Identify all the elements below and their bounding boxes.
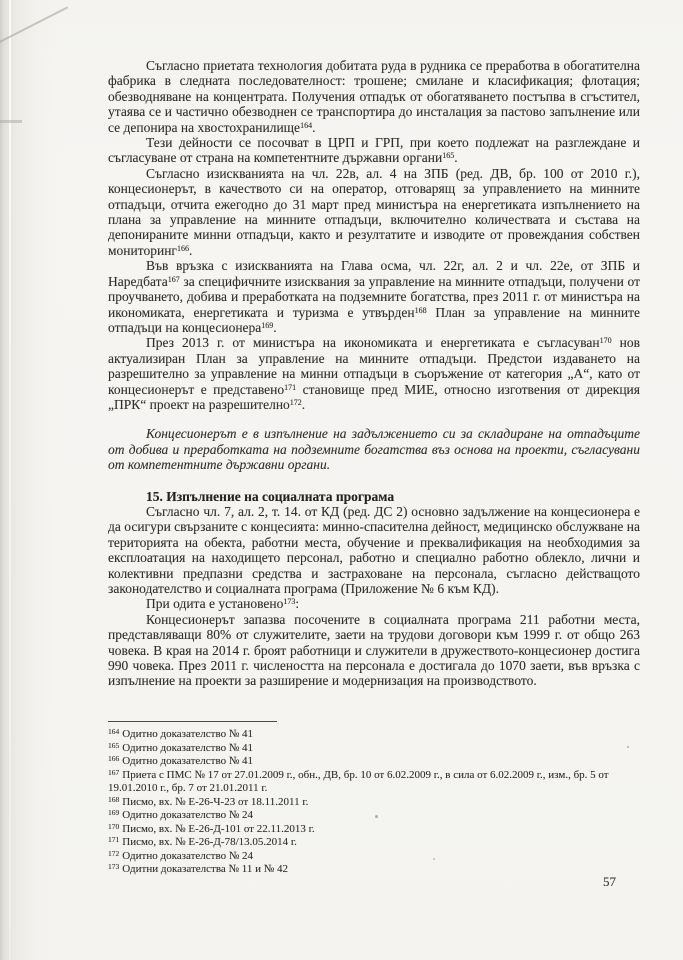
footnote-number: 165 bbox=[108, 740, 120, 750]
footnote-164 bbox=[108, 728, 648, 742]
footnote-number: 164 bbox=[108, 727, 120, 736]
footnote-165 bbox=[108, 742, 648, 756]
footnote-reference: 166 bbox=[176, 243, 189, 253]
paragraph-ordinance-mining-waste: Във връзка с изискванията на Глава осма, чл. 22г, ал. 2 и чл. 22е, от ЗПБ и Наредбата$^{167}$ за специфичните изисквания за управление на минните отпадъци, получени от проучването, добива и преработката на подземните богатства, през 2011 г. от министъра на икономиката, енергетиката и туризма е утвърден$^{168}$ План за управление на минните отпадъци на концесионера$^{169}$. bbox=[108, 258, 640, 335]
scan-edge-highlight bbox=[9, 0, 11, 960]
paragraph-technology-process: Съгласно приетата технология добитата руда в рудника се преработва в обогатителна фабрика в следната последователност: трошене; смилане и класификация; флотация; обезводняване на концентрата. Получения отпадък от обогатяването постъпва в сгъстител, утаява се и частично обезводнен се транспортира до инсталация за пастово запълнение или се депонира на хвостохранилище$^{164}$. bbox=[108, 58, 640, 135]
paragraph-conclusion-italic: Концесионерът е в изпълнение на задължението си за складиране на отпадъците от добива и преработката на подземните богатства въз основа на проекти, съгласувани от компетентните държавни органи. bbox=[108, 426, 640, 473]
footnote-text: Одитни доказателства № 11 и № 42 bbox=[122, 863, 288, 875]
section-heading-social-program: 15. Изпълнение на социалната програма bbox=[146, 488, 395, 504]
footnote-number: 168 bbox=[108, 794, 120, 804]
footnote-text: Писмо, вх. № Е-26-Д-78/13.05.2014 г. bbox=[122, 836, 297, 848]
footnote-reference: 167 bbox=[167, 274, 180, 284]
footnote-separator bbox=[108, 721, 277, 722]
footnote-text: Одитно доказателство № 41 bbox=[122, 728, 254, 740]
footnote-171 bbox=[108, 836, 648, 850]
footnote-text: Одитно доказателство № 24 bbox=[122, 849, 254, 862]
footnote-number: 167 bbox=[108, 767, 120, 777]
footnote-reference: 173 bbox=[283, 597, 296, 607]
footnote-172 bbox=[108, 850, 648, 864]
footnote-reference: 171 bbox=[284, 382, 297, 392]
footnote-number: 173 bbox=[108, 862, 120, 871]
footnote-text: Одитно доказателство № 41 bbox=[122, 755, 254, 767]
footnote-number: 172 bbox=[108, 848, 120, 858]
footnote-text: Одитно доказателство № 24 bbox=[122, 809, 254, 821]
footnote-170 bbox=[108, 823, 648, 837]
paragraph-staff-numbers: Концесионерът запазва посочените в социалната програма 211 работни места, представляващи 80% от служителите, заети на трудови договори към 1999 г. от общо 263 човека. В края на 2014 г. броят работници и служители в дружеството-концесионер достига 990 човека. През 2011 г. числеността на персонала е достигала до 1070 заети, във връзка с изпълнение на проекти за разширение и модернизация на производството. bbox=[108, 611, 640, 689]
footnote-text: Приета с ПМС № 17 от 27.01.2009 г., обн., ДВ, бр. 10 от 6.02.2009 г., в сила от 6.02.2009 г., изм., бр. 5 от 19.01.2010 г., бр. 7 от 21.01.2011 г. bbox=[108, 768, 609, 794]
page-number: 57 bbox=[603, 874, 616, 889]
footnote-reference: 169 bbox=[261, 320, 274, 330]
paragraph-crp-grp: Тези дейности се посочват в ЦРП и ГРП, при което подлежат на разглеждане и съгласуване от страна на компетентните държавни органи$^{165}$. bbox=[108, 135, 640, 166]
footnote-reference: 168 bbox=[414, 305, 427, 315]
footnote-text: Одитно доказателство № 41 bbox=[122, 741, 254, 754]
footnote-text: Писмо, вх. № Е-26-Д-101 от 22.11.2013 г. bbox=[122, 822, 315, 835]
footnote-number: 169 bbox=[108, 808, 120, 817]
footnote-169 bbox=[108, 809, 648, 823]
scan-edge-notch-artifact bbox=[0, 120, 22, 123]
footnotes-section bbox=[108, 721, 648, 877]
footnote-reference: 172 bbox=[289, 397, 302, 407]
paragraph-social-program-obligations: Съгласно чл. 7, ал. 2, т. 14. от КД (ред. ДС 2) основно задължение на концесионера е да осигури свързаните с концесията: минно-спасителна дейност, медицинско обслужване на територията на обекта, работни места, обучение и преквалификация на необходимия за експлоатация на находището персонал, работно и специално работно облекло, лични и колективни предпазни средства и застраховане на персонала, съгласно действащото законодателство и социалната програма (Приложение № 6 към КД). bbox=[108, 503, 641, 596]
footnote-168 bbox=[108, 796, 648, 810]
footnote-167 bbox=[108, 769, 648, 796]
footnote-number: 170 bbox=[108, 821, 120, 831]
paragraph-art-22v-zpb: Съгласно изискванията на чл. 22в, ал. 4 на ЗПБ (ред. ДВ, бр. 100 от 2010 г.), концесионерът, в качеството си на оператор, отговарящ за управлението на минните отпадъци, отчита ежегодно до 31 март пред министъра на енергетиката изпълнението на плана за управление на минните отпадъци, включително количествата и състава на депонираните минни отпадъци, както и резултатите и изводите от провеждания собствен мониторинг$^{166}$. bbox=[108, 165, 640, 258]
footnote-reference: 165 bbox=[442, 151, 455, 161]
footnote-number: 166 bbox=[108, 754, 120, 763]
footnote-reference: 164 bbox=[300, 120, 313, 130]
document-body bbox=[108, 58, 640, 689]
footnote-166 bbox=[108, 755, 648, 769]
paragraph-audit-findings-intro: При одита е установено$^{173}$: bbox=[146, 596, 300, 612]
footnote-reference: 170 bbox=[599, 336, 612, 346]
paragraph-2013-updated-plan: През 2013 г. от министъра на икономиката и енергетиката е съгласуван$^{170}$ нов актуализиран План за управление на минните отпадъци. Предстои издаването на разрешително за управление на минни отпадъци в съоръжение от категория „А“, като от концесионерът е представено$^{171}$ становище пред МИЕ, относно изготвения от дирекция „ПРК“ проект на разрешително$^{172}$. bbox=[108, 335, 640, 412]
footnote-text: Писмо, вх. № Е-26-Ч-23 от 18.11.2011 г. bbox=[122, 795, 309, 808]
footnote-173 bbox=[108, 863, 648, 877]
footnote-number: 171 bbox=[108, 835, 120, 844]
